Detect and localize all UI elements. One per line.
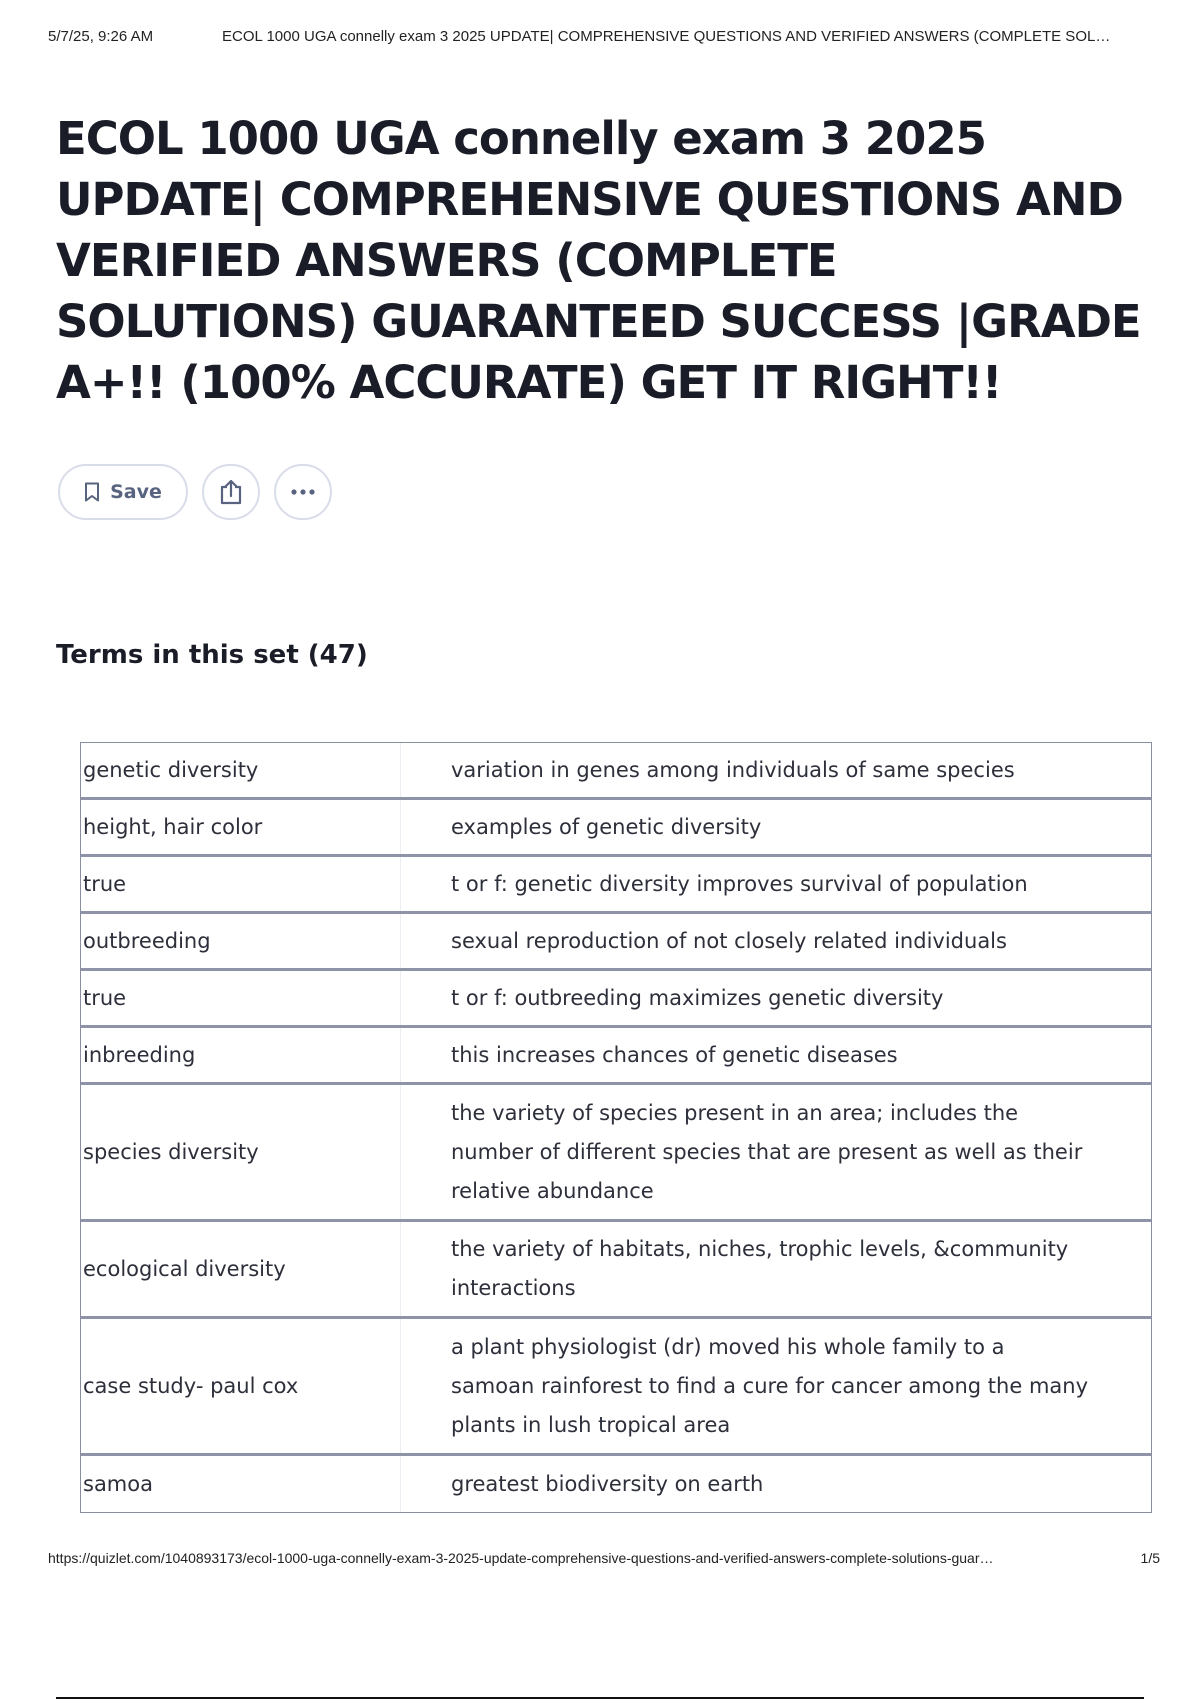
term-cell: samoa [81, 1456, 401, 1512]
term-cell: true [81, 971, 401, 1025]
term-row [81, 914, 1151, 971]
bottom-divider [56, 1697, 1144, 1699]
term-row [81, 1222, 1151, 1319]
terms-table [80, 742, 1152, 1513]
action-bar [58, 464, 332, 520]
definition-cell: this increases chances of genetic diseases [451, 1042, 898, 1067]
definition-cell: t or f: genetic diversity improves survival of population [451, 871, 1028, 896]
definition-cell: variation in genes among individuals of same species [451, 757, 1015, 782]
print-date: 5/7/25, 9:26 AM [48, 28, 154, 45]
save-label: Save [110, 481, 162, 503]
page-number: 1/5 [1140, 1550, 1160, 1566]
definition-cell: examples of genetic diversity [451, 814, 762, 839]
page-title: ECOL 1000 UGA connelly exam 3 2025 UPDATE| COMPREHENSIVE QUESTIONS AND VERIFIED ANSWERS (COMPLETE SOLUTIONS) GUARANTEED SUCCESS |GRADE A+!! (100% ACCURATE) GET IT RIGHT!! [56, 112, 1141, 409]
term-cell: height, hair color [81, 800, 401, 854]
term-cell: outbreeding [81, 914, 401, 968]
term-row [81, 1085, 1151, 1222]
definition-cell: sexual reproduction of not closely related individuals [451, 928, 1007, 953]
bookmark-icon [84, 482, 100, 502]
term-cell: true [81, 857, 401, 911]
definition-cell: greatest biodiversity on earth [451, 1471, 764, 1496]
term-cell: species diversity [81, 1085, 401, 1219]
save-button[interactable] [58, 464, 188, 520]
share-icon [218, 478, 244, 506]
term-cell: genetic diversity [81, 743, 401, 797]
share-button[interactable] [202, 464, 260, 520]
terms-heading: Terms in this set (47) [56, 640, 368, 670]
term-row [81, 857, 1151, 914]
definition-cell: t or f: outbreeding maximizes genetic diversity [451, 985, 944, 1010]
term-cell: inbreeding [81, 1028, 401, 1082]
term-row [81, 1319, 1151, 1456]
more-options-button[interactable] [274, 464, 332, 520]
more-icon [290, 488, 316, 496]
definition-cell: a plant physiologist (dr) moved his whole family to a samoan rainforest to find a cure for cancer among the many plants in lush tropical area [451, 1334, 1089, 1437]
definition-cell: the variety of habitats, niches, trophic levels, &community interactions [451, 1237, 1069, 1300]
term-row [81, 1028, 1151, 1085]
print-url: https://quizlet.com/1040893173/ecol-1000-uga-connelly-exam-3-2025-update-comprehensive-questions-and-verified-answers-complete-solutions-guar… [48, 1550, 994, 1566]
term-row [81, 1456, 1151, 1512]
term-cell: ecological diversity [81, 1222, 401, 1316]
term-cell: case study- paul cox [81, 1319, 401, 1453]
term-row [81, 800, 1151, 857]
print-doc-title: ECOL 1000 UGA connelly exam 3 2025 UPDATE| COMPREHENSIVE QUESTIONS AND VERIFIED ANSWERS (COMPLETE SOL… [222, 28, 1111, 45]
term-row [81, 743, 1151, 800]
definition-cell: the variety of species present in an area; includes the number of different species that are present as well as their relative abundance [451, 1100, 1083, 1203]
term-row [81, 971, 1151, 1028]
